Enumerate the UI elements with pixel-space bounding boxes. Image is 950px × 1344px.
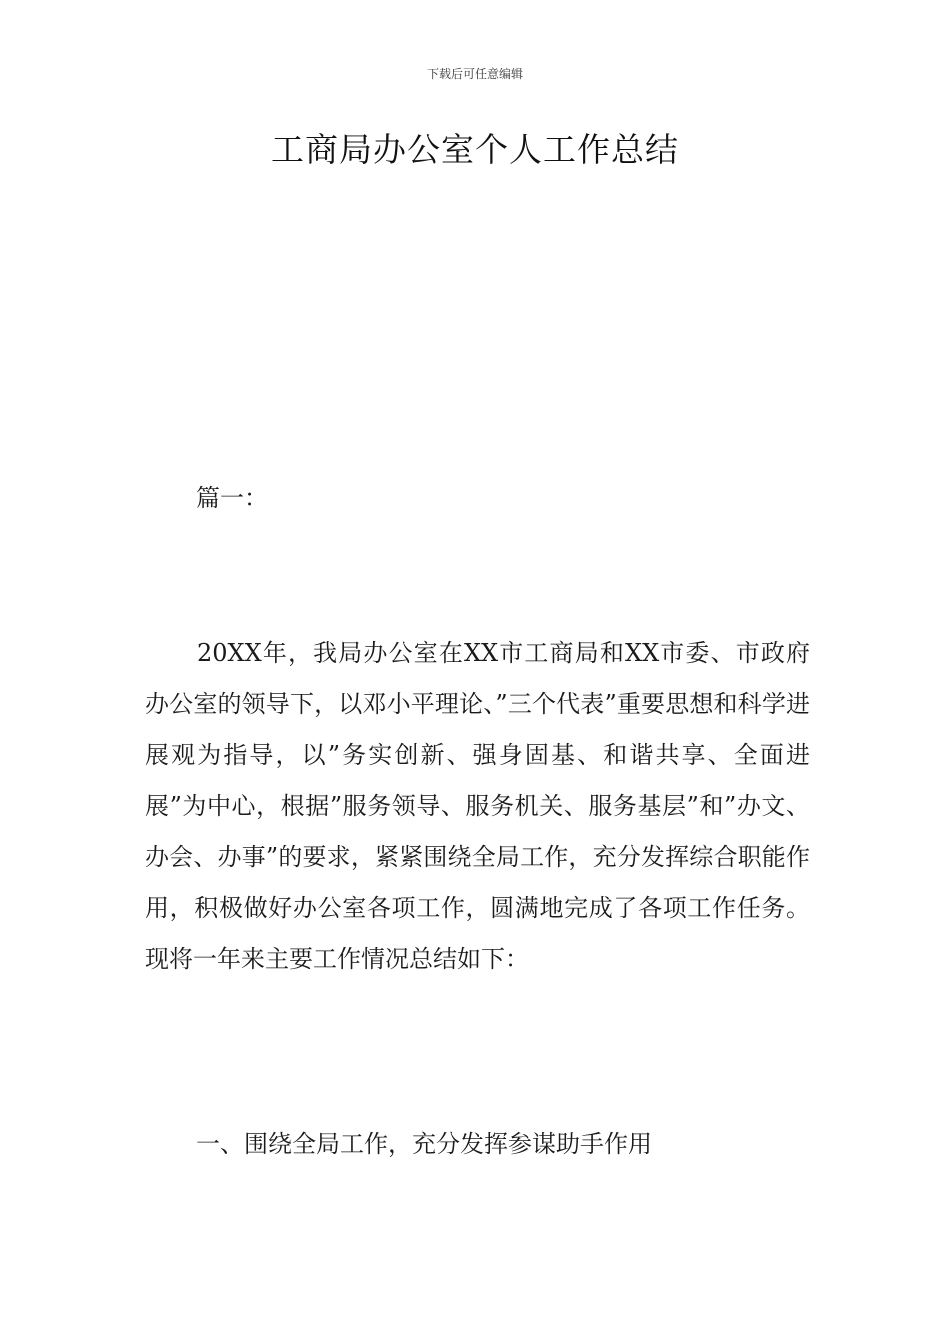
section-label: 篇一： (196, 484, 268, 512)
section-heading: 一、围绕全局工作，充分发挥参谋助手作用 (196, 1130, 652, 1158)
document-title: 工商局办公室个人工作总结 (271, 130, 679, 169)
body-paragraph: 20XX年，我局办公室在XX市工商局和XX市委、市政府办公室的领导下，以邓小平理论、”三个代表”重要思想和科学进展观为指导，以”务实创新、强身固基、和谐共享、全面进展”为中心，根据”服务领导、服务机关、服务基层”和”办文、办会、办事”的要求，紧紧围绕全局工作，充分发挥综合职能作用，积极做好办公室各项工作，圆满地完成了各项工作任务。现将一年来主要工作情况总结如下： (145, 639, 810, 973)
header-note: 下载后可任意编辑 (426, 67, 523, 81)
